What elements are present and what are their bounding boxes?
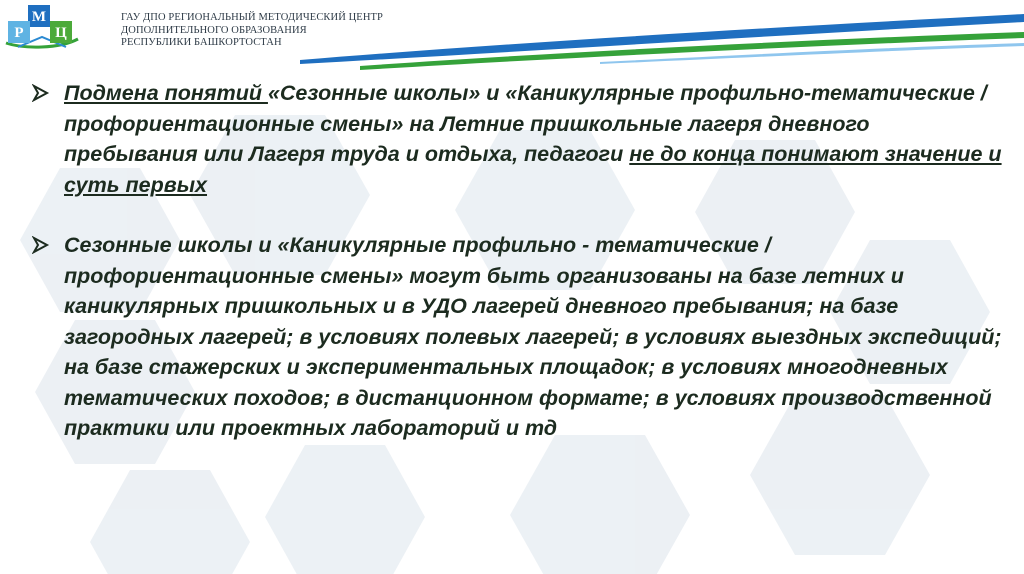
slide-content xyxy=(30,78,1005,444)
header xyxy=(0,0,1024,80)
bullet-1-underlined-tail: не до конца понимают значение и суть первых xyxy=(64,142,1002,197)
bullet-1-underlined-lead: Подмена понятий xyxy=(64,81,268,105)
arrow-right-bullet-icon xyxy=(32,84,50,102)
svg-text:Ц: Ц xyxy=(55,25,67,41)
org-line-1: ГАУ ДПО РЕГИОНАЛЬНЫЙ МЕТОДИЧЕСКИЙ ЦЕНТР xyxy=(121,12,383,23)
hexagon xyxy=(90,470,250,574)
svg-text:М: М xyxy=(31,9,47,25)
bullet-2-text: Сезонные школы и «Каникулярные профильно - тематические / профориентационные смены» могут быть организованы на базе летних и каникулярных пришкольных и в УДО лагерей дневного пребывания; на базе загородных лагерей; в условиях полевых лагерей; в условиях выездных экспедиций; на базе стажерских и экспериментальных площадок; в условиях многодневных тематических походов; в дистанционном формате; в условиях производственной практики или проектных лабораторий и тд xyxy=(64,233,1002,440)
bullet-item-1 xyxy=(30,78,1005,200)
hexagon xyxy=(510,435,690,574)
org-line-3: РЕСПУБЛИКИ БАШКОРТОСТАН xyxy=(121,37,282,48)
org-line-2: ДОПОЛНИТЕЛЬНОГО ОБРАЗОВАНИЯ xyxy=(121,24,307,36)
svg-text:Р: Р xyxy=(14,25,24,41)
arrow-right-bullet-icon xyxy=(32,236,50,254)
organization-name xyxy=(121,12,383,50)
bullet-item-2 xyxy=(30,230,1005,444)
bullet-1-text: «Сезонные школы» и «Каникулярные профильно-тематические / профориентационные смены» на Летние пришкольные лагеря дневного пребывания или Лагеря труда и отдыха, педагоги xyxy=(64,81,987,166)
hexagon xyxy=(265,445,425,574)
logo xyxy=(4,3,80,55)
